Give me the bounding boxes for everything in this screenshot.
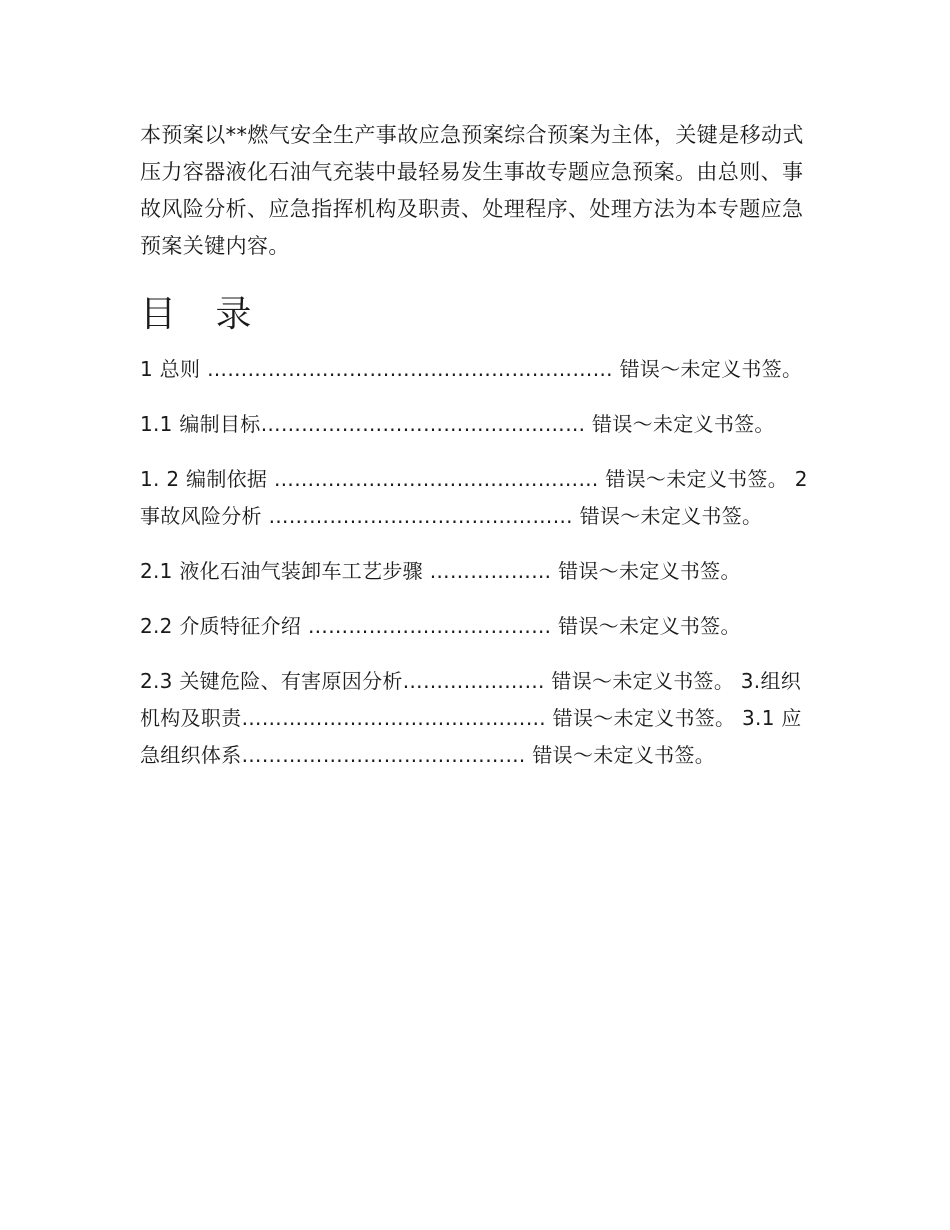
- document-page: [140, 117, 812, 774]
- toc-entry-hazard-and-organization[interactable]: 2.3 关键危险、有害原因分析………………… 错误～未定义书签。 3.组织机构及职责……………………………………… 错误～未定义书签。 3.1 应急组织体系…………………………………… 错误～未定义书签。: [140, 669, 802, 767]
- toc-entry-objective[interactable]: 1.1 编制目标………………………………………… 错误～未定义书签。: [140, 412, 775, 436]
- toc-entry-medium-characteristics[interactable]: 2.2 介质特征介绍 ……………………………… 错误～未定义书签。: [140, 614, 741, 638]
- toc-entry-general[interactable]: 1 总则 …………………………………………………… 错误～未定义书签。: [140, 357, 803, 381]
- toc-title: 目 录: [140, 294, 266, 335]
- toc-entry-basis-and-risk-analysis[interactable]: 1. 2 编制依据 ………………………………………… 错误～未定义书签。 2 事故风险分析 ……………………………………… 错误～未定义书签。: [140, 467, 808, 528]
- toc-entry-loading-process[interactable]: 2.1 液化石油气装卸车工艺步骤 ……………… 错误～未定义书签。: [140, 559, 741, 583]
- intro-paragraph: 本预案以**燃气安全生产事故应急预案综合预案为主体，关键是移动式压力容器液化石油气充装中最轻易发生事故专题应急预案。由总则、事故风险分析、应急指挥机构及职责、处理程序、处理方法为本专题应急预案关键内容。: [140, 123, 804, 258]
